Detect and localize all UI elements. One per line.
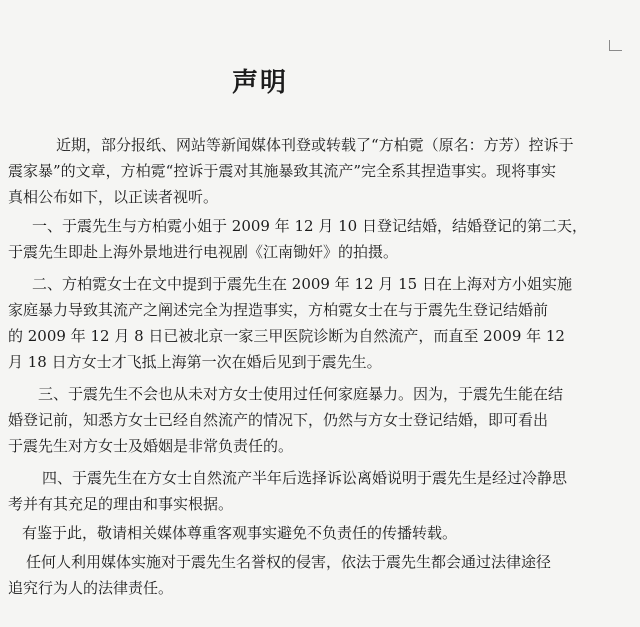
paragraph-line: 一、于震先生与方柏霓小姐于 2009 年 12 月 10 日登记结婚，结婚登记的第二天， — [32, 217, 587, 235]
paragraph-line: 三、于震先生不会也从未对方女士使用过任何家庭暴力。因为，于震先生能在结 — [38, 385, 564, 403]
page-corner-mark — [609, 40, 622, 51]
paragraph-line: 于震先生即赴上海外景地进行电视剧《江南锄奸》的拍摄。 — [8, 243, 399, 261]
paragraph-request — [8, 520, 612, 546]
paragraph-line: 四、于震先生在方女士自然流产半年后选择诉讼离婚说明于震先生是经过冷静思 — [42, 469, 568, 487]
document-title: 声明 — [231, 68, 288, 98]
paragraph-line: 任何人利用媒体实施对于震先生名誉权的侵害，依法于震先生都会通过法律途径 — [26, 553, 552, 571]
paragraph-line: 家庭暴力导致其流产之阐述完全为捏造事实，方柏霓女士在与于震先生登记结婚前 — [8, 301, 549, 319]
paragraph-line: 震家暴”的文章，方柏霓“控诉于震对其施暴致其流产”完全系其捏造事实。现将事实 — [8, 162, 557, 180]
paragraph-line: 月 18 日方女士才飞抵上海第一次在婚后见到于震先生。 — [8, 353, 382, 371]
paragraph-warning — [8, 549, 612, 601]
paragraph-line: 考并有其充足的理由和事实根据。 — [8, 495, 234, 513]
paragraph-intro — [8, 132, 612, 210]
paragraph-line: 二、方柏霓女士在文中提到于震先生在 2009 年 12 月 15 日在上海对方小姐实施 — [32, 275, 572, 293]
paragraph-line: 有鉴于此，敬请相关媒体尊重客观事实避免不负责任的传播转载。 — [22, 524, 458, 542]
paragraph-line: 追究行为人的法律责任。 — [8, 579, 174, 597]
paragraph-line: 近期，部分报纸、网站等新闻媒体刊登或转载了“方柏霓（原名：方芳）控诉于 — [56, 136, 574, 154]
paragraph-point-3 — [8, 381, 612, 459]
paragraph-line: 的 2009 年 12 月 8 日已被北京一家三甲医院诊断为自然流产，而直至 2009 年 12 — [8, 327, 565, 345]
paragraph-point-1 — [8, 213, 612, 265]
paragraph-line: 真相公布如下，以正读者视听。 — [8, 188, 219, 206]
paragraph-point-4 — [8, 465, 612, 517]
document-body — [8, 132, 612, 601]
paragraph-line: 婚登记前，知悉方女士已经自然流产的情况下，仍然与方女士登记结婚，即可看出 — [8, 411, 549, 429]
paragraph-line: 于震先生对方女士及婚姻是非常负责任的。 — [8, 437, 294, 455]
paragraph-point-2 — [8, 271, 612, 375]
